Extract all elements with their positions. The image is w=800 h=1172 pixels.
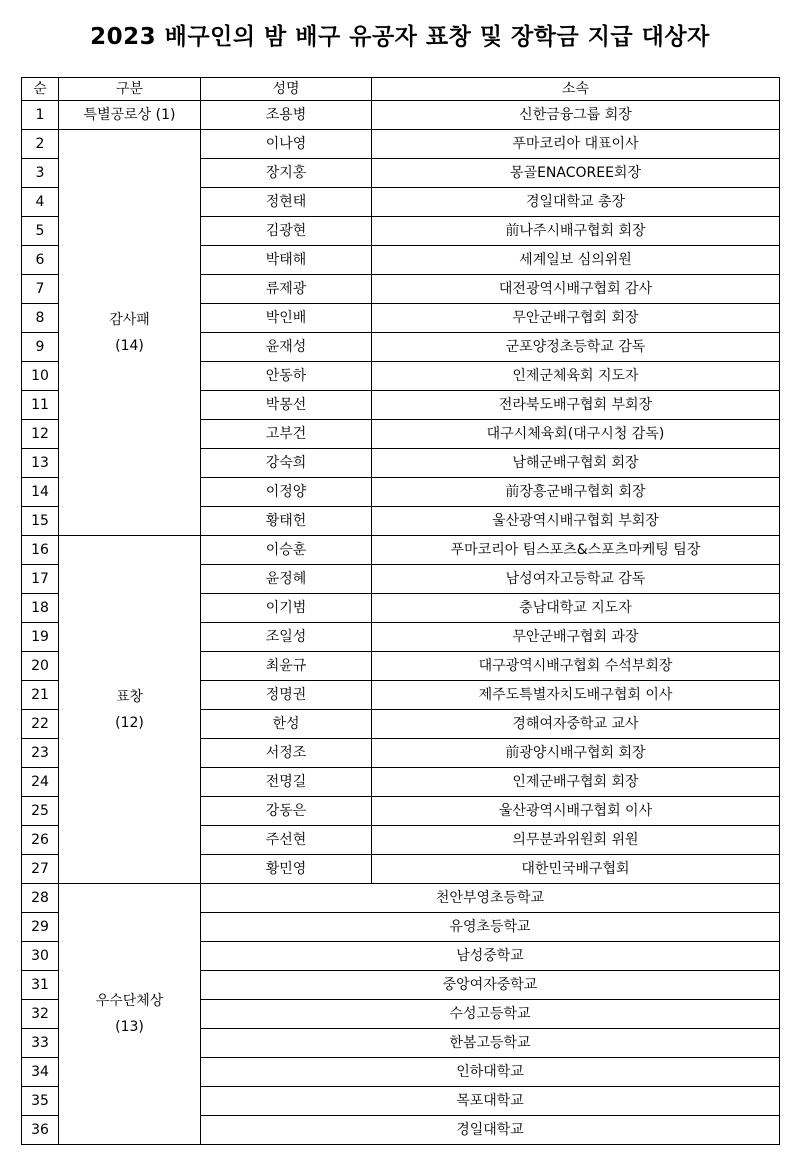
row-org: 인제군체육회 지도자 [372, 362, 780, 391]
row-name: 장지홍 [201, 159, 372, 188]
category-count: (13) [115, 1019, 144, 1035]
row-name: 류제광 [201, 275, 372, 304]
category-cell [59, 884, 201, 1145]
row-no: 34 [22, 1058, 59, 1087]
row-no: 21 [22, 681, 59, 710]
row-name: 서정조 [201, 739, 372, 768]
row-name: 한성 [201, 710, 372, 739]
row-org: 군포양정초등학교 감독 [372, 333, 780, 362]
row-no: 4 [22, 188, 59, 217]
row-no: 26 [22, 826, 59, 855]
row-org: 인하대학교 [201, 1058, 780, 1087]
row-org: 경일대학교 총장 [372, 188, 780, 217]
row-no: 33 [22, 1029, 59, 1058]
row-no: 7 [22, 275, 59, 304]
row-org: 무안군배구협회 회장 [372, 304, 780, 333]
row-org: 전라북도배구협회 부회장 [372, 391, 780, 420]
row-no: 18 [22, 594, 59, 623]
row-no: 10 [22, 362, 59, 391]
row-org: 충남대학교 지도자 [372, 594, 780, 623]
row-name: 윤정혜 [201, 565, 372, 594]
row-org: 한봄고등학교 [201, 1029, 780, 1058]
row-no: 32 [22, 1000, 59, 1029]
row-org: 前장흥군배구협회 회장 [372, 478, 780, 507]
row-name: 이나영 [201, 130, 372, 159]
row-no: 6 [22, 246, 59, 275]
row-org: 중앙여자중학교 [201, 971, 780, 1000]
category-cell [59, 536, 201, 884]
category-count: (12) [115, 714, 144, 731]
row-org: 남해군배구협회 회장 [372, 449, 780, 478]
row-name: 전명길 [201, 768, 372, 797]
row-name: 정현태 [201, 188, 372, 217]
row-name: 박인배 [201, 304, 372, 333]
row-org: 前나주시배구협회 회장 [372, 217, 780, 246]
row-no: 35 [22, 1087, 59, 1116]
row-no: 8 [22, 304, 59, 333]
category-label: 우수단체상 [95, 993, 164, 1009]
row-org: 남성여자고등학교 감독 [372, 565, 780, 594]
row-org: 세계일보 심의위원 [372, 246, 780, 275]
table-row [22, 884, 780, 913]
row-org: 몽골ENACOREE회장 [372, 159, 780, 188]
category-count: (14) [115, 337, 144, 354]
row-org: 대구시체육회(대구시청 감독) [372, 420, 780, 449]
row-org: 대구광역시배구협회 수석부회장 [372, 652, 780, 681]
row-no: 22 [22, 710, 59, 739]
row-no: 13 [22, 449, 59, 478]
row-name: 고부건 [201, 420, 372, 449]
row-org: 푸마코리아 대표이사 [372, 130, 780, 159]
row-org: 남성중학교 [201, 942, 780, 971]
row-no: 23 [22, 739, 59, 768]
row-no: 28 [22, 884, 59, 913]
row-name: 이기범 [201, 594, 372, 623]
row-name: 강동은 [201, 797, 372, 826]
category-label: 표창 [115, 688, 144, 705]
row-no: 2 [22, 130, 59, 159]
category-cell: 특별공로상 (1) [59, 101, 201, 130]
row-no: 31 [22, 971, 59, 1000]
row-no: 19 [22, 623, 59, 652]
row-no: 36 [22, 1116, 59, 1145]
row-org: 천안부영초등학교 [201, 884, 780, 913]
row-no: 30 [22, 942, 59, 971]
header-no: 순 [22, 78, 59, 101]
row-org: 수성고등학교 [201, 1000, 780, 1029]
category-cell [59, 130, 201, 536]
row-org: 대전광역시배구협회 감사 [372, 275, 780, 304]
row-org: 푸마코리아 팀스포츠&스포츠마케팅 팀장 [372, 536, 780, 565]
row-name: 박태해 [201, 246, 372, 275]
row-no: 5 [22, 217, 59, 246]
row-name: 이승훈 [201, 536, 372, 565]
row-no: 29 [22, 913, 59, 942]
row-org: 경해여자중학교 교사 [372, 710, 780, 739]
row-org: 대한민국배구협회 [372, 855, 780, 884]
row-org: 의무분과위원회 위원 [372, 826, 780, 855]
table-row [22, 536, 780, 565]
row-no: 12 [22, 420, 59, 449]
row-no: 1 [22, 101, 59, 130]
row-no: 16 [22, 536, 59, 565]
row-no: 3 [22, 159, 59, 188]
row-name: 조일성 [201, 623, 372, 652]
row-name: 이정양 [201, 478, 372, 507]
row-org: 제주도특별자치도배구협회 이사 [372, 681, 780, 710]
row-name: 안동하 [201, 362, 372, 391]
table-row [22, 130, 780, 159]
row-name: 김광현 [201, 217, 372, 246]
row-org: 유영초등학교 [201, 913, 780, 942]
header-category: 구분 [59, 78, 201, 101]
row-no: 20 [22, 652, 59, 681]
row-org: 무안군배구협회 과장 [372, 623, 780, 652]
row-no: 27 [22, 855, 59, 884]
row-name: 강숙희 [201, 449, 372, 478]
document-title: 2023 배구인의 밤 배구 유공자 표창 및 장학금 지급 대상자 [90, 24, 710, 50]
row-org: 목포대학교 [201, 1087, 780, 1116]
awardees-table [21, 77, 780, 1145]
row-name: 황태헌 [201, 507, 372, 536]
header-org: 소속 [372, 78, 780, 101]
row-name: 황민영 [201, 855, 372, 884]
row-org: 울산광역시배구협회 부회장 [372, 507, 780, 536]
row-no: 9 [22, 333, 59, 362]
table-row [22, 101, 780, 130]
row-org: 前광양시배구협회 회장 [372, 739, 780, 768]
row-name: 정명권 [201, 681, 372, 710]
row-org: 신한금융그룹 회장 [372, 101, 780, 130]
row-name: 윤재성 [201, 333, 372, 362]
header-name: 성명 [201, 78, 372, 101]
row-org: 경일대학교 [201, 1116, 780, 1145]
row-org: 울산광역시배구협회 이사 [372, 797, 780, 826]
row-name: 최윤규 [201, 652, 372, 681]
row-no: 14 [22, 478, 59, 507]
row-no: 17 [22, 565, 59, 594]
category-label: 감사패 [109, 311, 150, 328]
row-no: 24 [22, 768, 59, 797]
row-name: 박몽선 [201, 391, 372, 420]
table-header-row [22, 78, 780, 101]
row-no: 15 [22, 507, 59, 536]
row-name: 주선현 [201, 826, 372, 855]
row-name: 조용병 [201, 101, 372, 130]
row-no: 11 [22, 391, 59, 420]
row-org: 인제군배구협회 회장 [372, 768, 780, 797]
row-no: 25 [22, 797, 59, 826]
